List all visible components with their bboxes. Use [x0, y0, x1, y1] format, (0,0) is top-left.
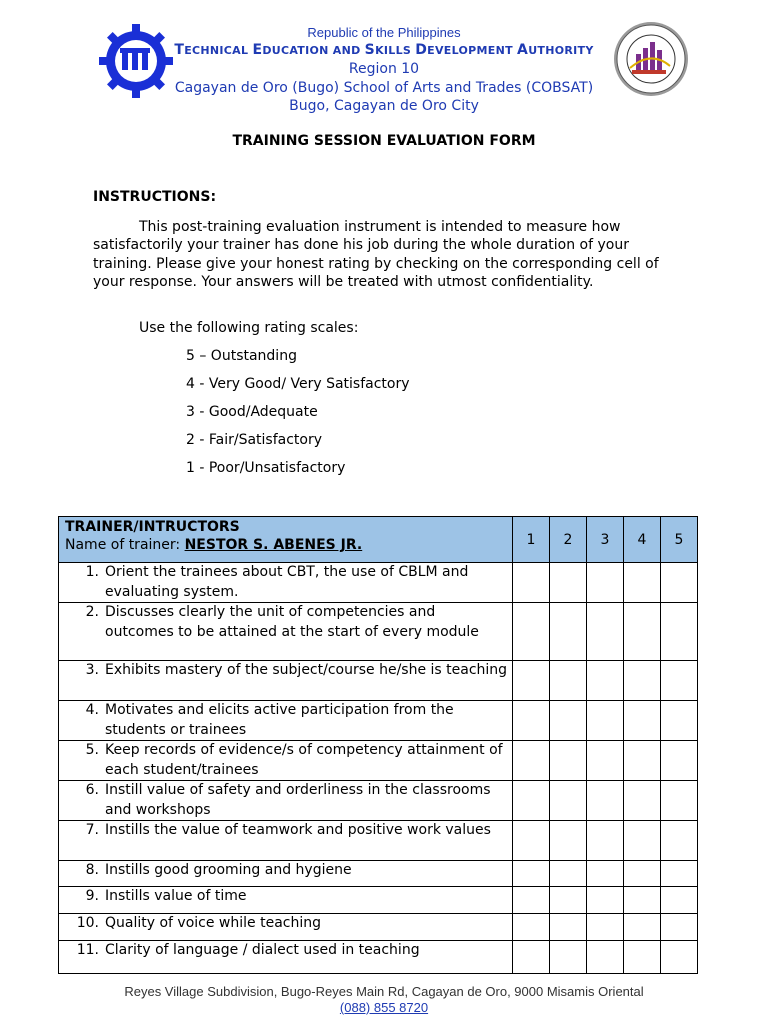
- criteria-row: [59, 701, 698, 741]
- rating-checkbox-cell[interactable]: [513, 741, 550, 781]
- rating-column-header: 5: [661, 517, 698, 563]
- criteria-content: [59, 563, 508, 602]
- rating-checkbox-cell[interactable]: [587, 563, 624, 603]
- criteria-row: [59, 603, 698, 661]
- criteria-number: 1.: [85, 564, 99, 580]
- criteria-cell: [59, 821, 513, 861]
- criteria-number: 5.: [85, 742, 99, 758]
- criteria-text: Quality of voice while teaching: [105, 915, 321, 931]
- criteria-row: [59, 781, 698, 821]
- rating-checkbox-cell[interactable]: [513, 781, 550, 821]
- criteria-content: [59, 741, 508, 780]
- rating-checkbox-cell[interactable]: [587, 603, 624, 661]
- rating-checkbox-cell[interactable]: [513, 821, 550, 861]
- rating-scale-item: 1 - Poor/Unsatisfactory: [186, 460, 346, 476]
- trainer-name: NESTOR S. ABENES JR.: [184, 537, 363, 553]
- rating-checkbox-cell[interactable]: [624, 741, 661, 781]
- rating-scale-intro: Use the following rating scales:: [139, 320, 359, 336]
- criteria-cell: [59, 741, 513, 781]
- instructions-text: This post-training evaluation instrument is intended to measure how satisfactorily your trainer has done his job during the whole duration of your training. Please give your honest rating by checking on the corresponding cell of your response. Your answers will be treated with utmost confidentiality.: [93, 219, 659, 290]
- trainer-name-line: [65, 536, 506, 554]
- rating-checkbox-cell[interactable]: [550, 861, 587, 887]
- criteria-number: 6.: [85, 782, 99, 798]
- criteria-cell: [59, 887, 513, 914]
- rating-checkbox-cell[interactable]: [513, 887, 550, 914]
- rating-checkbox-cell[interactable]: [587, 914, 624, 941]
- criteria-content: [59, 661, 508, 681]
- rating-checkbox-cell[interactable]: [587, 741, 624, 781]
- criteria-number: 4.: [85, 702, 99, 718]
- rating-scale-item: 3 - Good/Adequate: [186, 404, 318, 420]
- rating-checkbox-cell[interactable]: [624, 887, 661, 914]
- criteria-text: Motivates and elicits active participation from the students or trainees: [105, 702, 454, 738]
- criteria-row: [59, 661, 698, 701]
- rating-checkbox-cell[interactable]: [550, 821, 587, 861]
- rating-checkbox-cell[interactable]: [513, 914, 550, 941]
- criteria-text: Instills good grooming and hygiene: [105, 862, 352, 878]
- rating-checkbox-cell[interactable]: [550, 661, 587, 701]
- header-school: Cagayan de Oro (Bugo) School of Arts and Trades (COBSAT): [174, 80, 594, 96]
- rating-checkbox-cell[interactable]: [624, 821, 661, 861]
- criteria-cell: [59, 661, 513, 701]
- criteria-number: 8.: [85, 862, 99, 878]
- header-region: Region 10: [348, 61, 420, 77]
- rating-checkbox-cell[interactable]: [513, 861, 550, 887]
- rating-checkbox-cell[interactable]: [550, 941, 587, 974]
- rating-checkbox-cell[interactable]: [587, 821, 624, 861]
- criteria-cell: [59, 914, 513, 941]
- criteria-row: [59, 914, 698, 941]
- criteria-text: Clarity of language / dialect used in teaching: [105, 942, 420, 958]
- rating-column-header: 4: [624, 517, 661, 563]
- rating-checkbox-cell[interactable]: [550, 701, 587, 741]
- rating-checkbox-cell[interactable]: [550, 781, 587, 821]
- header-republic: Republic of the Philippines: [307, 25, 461, 40]
- rating-checkbox-cell[interactable]: [661, 821, 698, 861]
- trainer-label: Name of trainer:: [65, 537, 185, 553]
- rating-checkbox-cell[interactable]: [587, 861, 624, 887]
- criteria-number: 2.: [85, 604, 99, 620]
- rating-checkbox-cell[interactable]: [624, 701, 661, 741]
- footer-address: Reyes Village Subdivision, Bugo-Reyes Main Rd, Cagayan de Oro, 9000 Misamis Oriental: [124, 984, 644, 999]
- rating-checkbox-cell[interactable]: [624, 781, 661, 821]
- table-header-title: TRAINER/INTRUCTORS: [65, 519, 240, 535]
- criteria-content: [59, 941, 508, 961]
- criteria-row: [59, 563, 698, 603]
- criteria-content: [59, 914, 508, 934]
- criteria-number: 10.: [76, 915, 99, 931]
- criteria-cell: [59, 563, 513, 603]
- criteria-text: Exhibits mastery of the subject/course he/she is teaching: [105, 662, 508, 678]
- rating-checkbox-cell[interactable]: [513, 941, 550, 974]
- rating-checkbox-cell[interactable]: [550, 887, 587, 914]
- criteria-content: [59, 603, 508, 642]
- criteria-number: 9.: [85, 888, 99, 904]
- instructions-label: INSTRUCTIONS:: [93, 189, 217, 205]
- criteria-number: 3.: [85, 662, 99, 678]
- criteria-number: 11.: [76, 942, 99, 958]
- rating-checkbox-cell[interactable]: [550, 603, 587, 661]
- criteria-content: [59, 701, 508, 740]
- criteria-cell: [59, 603, 513, 661]
- criteria-text: Orient the trainees about CBT, the use of CBLM and evaluating system.: [105, 564, 469, 600]
- rating-checkbox-cell[interactable]: [550, 563, 587, 603]
- rating-checkbox-cell[interactable]: [661, 701, 698, 741]
- criteria-content: [59, 821, 508, 841]
- rating-checkbox-cell[interactable]: [624, 603, 661, 661]
- rating-checkbox-cell[interactable]: [513, 603, 550, 661]
- rating-scale-item: 4 - Very Good/ Very Satisfactory: [186, 376, 410, 392]
- criteria-text: Instills the value of teamwork and positive work values: [105, 822, 491, 838]
- criteria-row: [59, 741, 698, 781]
- rating-checkbox-cell[interactable]: [661, 661, 698, 701]
- rating-checkbox-cell[interactable]: [587, 661, 624, 701]
- criteria-text: Instills value of time: [105, 888, 247, 904]
- rating-checkbox-cell[interactable]: [661, 741, 698, 781]
- form-title: TRAINING SESSION EVALUATION FORM: [232, 133, 536, 149]
- criteria-row: [59, 861, 698, 887]
- table-header-cell: [59, 517, 513, 563]
- criteria-number: 7.: [85, 822, 99, 838]
- rating-checkbox-cell[interactable]: [513, 661, 550, 701]
- rating-checkbox-cell[interactable]: [550, 914, 587, 941]
- rating-checkbox-cell[interactable]: [550, 741, 587, 781]
- rating-checkbox-cell[interactable]: [661, 563, 698, 603]
- criteria-row: [59, 821, 698, 861]
- rating-checkbox-cell[interactable]: [624, 563, 661, 603]
- rating-checkbox-cell[interactable]: [624, 914, 661, 941]
- rating-checkbox-cell[interactable]: [661, 887, 698, 914]
- criteria-row: [59, 941, 698, 974]
- criteria-row: [59, 887, 698, 914]
- rating-checkbox-cell[interactable]: [624, 661, 661, 701]
- table-header-row: [59, 517, 698, 563]
- criteria-cell: [59, 781, 513, 821]
- rating-scale-item: 2 - Fair/Satisfactory: [186, 432, 323, 448]
- criteria-text: Instill value of safety and orderliness in the classrooms and workshops: [105, 782, 491, 818]
- criteria-cell: [59, 861, 513, 887]
- evaluation-table: [58, 516, 698, 974]
- rating-checkbox-cell[interactable]: [587, 887, 624, 914]
- criteria-cell: [59, 941, 513, 974]
- rating-scale-item: 5 – Outstanding: [186, 348, 297, 364]
- criteria-text: Keep records of evidence/s of competency attainment of each student/trainees: [105, 742, 503, 778]
- rating-checkbox-cell[interactable]: [661, 941, 698, 974]
- criteria-content: [59, 781, 508, 820]
- rating-checkbox-cell[interactable]: [661, 861, 698, 887]
- criteria-cell: [59, 701, 513, 741]
- rating-checkbox-cell[interactable]: [513, 701, 550, 741]
- header-city: Bugo, Cagayan de Oro City: [289, 98, 479, 114]
- rating-checkbox-cell[interactable]: [587, 701, 624, 741]
- rating-checkbox-cell[interactable]: [587, 941, 624, 974]
- rating-checkbox-cell[interactable]: [587, 781, 624, 821]
- criteria-content: [59, 887, 508, 907]
- rating-checkbox-cell[interactable]: [624, 861, 661, 887]
- rating-checkbox-cell[interactable]: [661, 603, 698, 661]
- header-agency-name: TECHNICAL EDUCATION AND SKILLS DEVELOPMENT AUTHORITY: [174, 42, 594, 58]
- rating-checkbox-cell[interactable]: [624, 941, 661, 974]
- criteria-content: [59, 861, 508, 881]
- footer-phone-link[interactable]: (088) 855 8720: [339, 1000, 429, 1015]
- rating-checkbox-cell[interactable]: [661, 914, 698, 941]
- rating-checkbox-cell[interactable]: [661, 781, 698, 821]
- rating-column-header: 3: [587, 517, 624, 563]
- rating-checkbox-cell[interactable]: [513, 563, 550, 603]
- criteria-text: Discusses clearly the unit of competencies and outcomes to be attained at the start of every module: [105, 604, 479, 640]
- rating-column-header: 1: [513, 517, 550, 563]
- rating-column-header: 2: [550, 517, 587, 563]
